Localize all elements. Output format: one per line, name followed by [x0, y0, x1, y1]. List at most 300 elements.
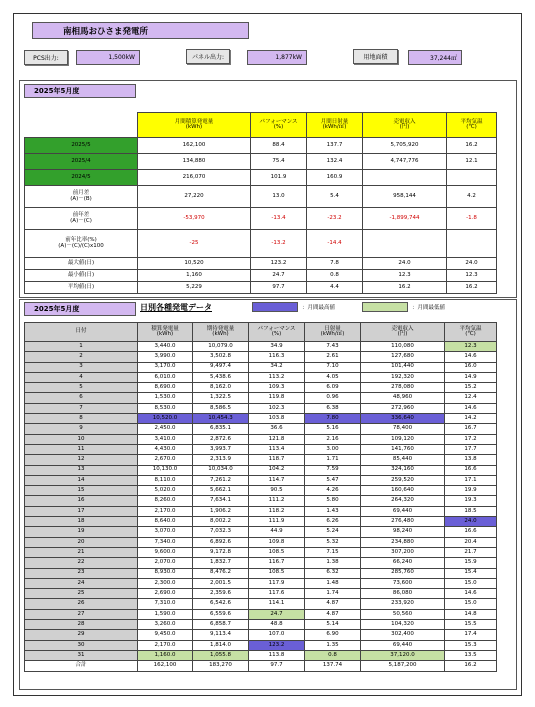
monthly-diff-cell: 4.2	[447, 186, 497, 208]
daily-cell: 103.8	[249, 414, 305, 424]
monthly-diff-cell: 13.0	[251, 186, 307, 208]
monthly-cell	[363, 170, 447, 186]
daily-row	[25, 424, 497, 434]
daily-cell: 118.7	[249, 455, 305, 465]
monthly-diff-cell: -1,899,744	[363, 208, 447, 230]
plant-title: 南相馬おひさま発電所	[32, 22, 249, 39]
daily-cell: 21.7	[445, 547, 497, 557]
land-area-label: 用地面積	[353, 49, 398, 64]
daily-row	[25, 342, 497, 352]
daily-cell: 16.6	[445, 465, 497, 475]
daily-date-cell: 8	[25, 414, 138, 424]
monthly-cell: 134,880	[138, 154, 251, 170]
monthly-diff-row	[25, 186, 497, 208]
daily-cell: 7.80	[305, 414, 361, 424]
daily-row	[25, 527, 497, 537]
daily-cell: 4.87	[305, 599, 361, 609]
daily-cell: 1.35	[305, 640, 361, 650]
daily-cell: 7.15	[305, 547, 361, 557]
daily-cell: 1,814.0	[193, 640, 249, 650]
daily-date-cell: 4	[25, 372, 138, 382]
monthly-stat-cell: 12.3	[363, 270, 447, 282]
monthly-diff-cell: -13.4	[251, 208, 307, 230]
daily-cell: 7.59	[305, 465, 361, 475]
daily-date-cell: 22	[25, 558, 138, 568]
daily-cell: 1,906.2	[193, 506, 249, 516]
monthly-stat-cell: 4.4	[307, 282, 363, 294]
daily-date-cell: 24	[25, 578, 138, 588]
daily-cell: 8,586.5	[193, 403, 249, 413]
daily-cell: 285,760	[361, 568, 445, 578]
daily-cell: 2.61	[305, 352, 361, 362]
daily-cell: 15.3	[445, 640, 497, 650]
legend-min-label: ：月間最低値	[412, 305, 446, 311]
daily-cell: 116.7	[249, 558, 305, 568]
daily-cell: 2,300.0	[138, 578, 193, 588]
legend-max-swatch	[252, 302, 298, 312]
daily-cell: 14.6	[445, 352, 497, 362]
daily-cell: 6.90	[305, 630, 361, 640]
daily-cell: 1,322.5	[193, 393, 249, 403]
monthly-row-label: 2025/5	[25, 138, 138, 154]
daily-row	[25, 640, 497, 650]
daily-cell: 117.6	[249, 589, 305, 599]
daily-total-cell: 137.74	[305, 661, 361, 671]
pcs-output-label: PCS出力:	[24, 50, 68, 65]
daily-cell: 85,440	[361, 455, 445, 465]
daily-cell: 9,497.4	[193, 362, 249, 372]
daily-row	[25, 589, 497, 599]
daily-cell: 5,662.1	[193, 486, 249, 496]
daily-row	[25, 465, 497, 475]
daily-subtitle: 日別各種発電データ	[140, 303, 212, 312]
monthly-col-header: 売電収入 (円)	[363, 113, 447, 138]
daily-total-cell: 16.2	[445, 661, 497, 671]
daily-cell: 6,559.6	[193, 609, 249, 619]
daily-cell: 19.3	[445, 496, 497, 506]
daily-cell: 37,120.0	[361, 650, 445, 660]
daily-cell: 111.2	[249, 496, 305, 506]
daily-cell: 8,930.0	[138, 568, 193, 578]
daily-cell: 8,530.0	[138, 403, 193, 413]
daily-cell: 6.32	[305, 568, 361, 578]
daily-cell: 109.8	[249, 537, 305, 547]
daily-cell: 2,670.0	[138, 455, 193, 465]
daily-cell: 3,990.0	[138, 352, 193, 362]
daily-cell: 17.1	[445, 475, 497, 485]
daily-cell: 1.48	[305, 578, 361, 588]
daily-cell: 3,410.0	[138, 434, 193, 444]
daily-cell: 118.2	[249, 506, 305, 516]
daily-cell: 160,640	[361, 486, 445, 496]
daily-row	[25, 650, 497, 660]
daily-cell: 50,560	[361, 609, 445, 619]
daily-cell: 73,600	[361, 578, 445, 588]
daily-cell: 3,502.8	[193, 352, 249, 362]
daily-cell: 101,440	[361, 362, 445, 372]
daily-cell: 69,440	[361, 506, 445, 516]
monthly-summary-table	[24, 112, 497, 294]
daily-cell: 7,310.0	[138, 599, 193, 609]
daily-cell: 109.3	[249, 383, 305, 393]
daily-date-cell: 3	[25, 362, 138, 372]
monthly-diff-cell: -53,970	[138, 208, 251, 230]
daily-date-cell: 11	[25, 444, 138, 454]
pcs-output-value: 1,500kW	[76, 50, 140, 65]
daily-cell: 1.38	[305, 558, 361, 568]
monthly-header-row	[25, 113, 497, 138]
daily-cell: 6.38	[305, 403, 361, 413]
daily-cell: 114.1	[249, 599, 305, 609]
legend-min	[362, 302, 445, 312]
daily-row	[25, 403, 497, 413]
daily-data-table	[24, 322, 497, 672]
daily-cell: 34.2	[249, 362, 305, 372]
daily-cell: 10,079.0	[193, 342, 249, 352]
monthly-diff-label: 前年差 (A)－(C)	[25, 208, 138, 230]
daily-date-cell: 28	[25, 620, 138, 630]
monthly-diff-cell	[363, 230, 447, 258]
monthly-stat-cell: 1,160	[138, 270, 251, 282]
daily-cell: 3,993.7	[193, 444, 249, 454]
daily-cell: 259,520	[361, 475, 445, 485]
daily-row	[25, 444, 497, 454]
daily-cell: 10,034.0	[193, 465, 249, 475]
daily-date-cell: 29	[25, 630, 138, 640]
daily-cell: 12.4	[445, 393, 497, 403]
daily-col-header: パフォーマンス (%)	[249, 323, 305, 342]
daily-cell: 16.0	[445, 362, 497, 372]
daily-date-cell: 17	[25, 506, 138, 516]
daily-cell: 3,070.0	[138, 527, 193, 537]
daily-cell: 264,320	[361, 496, 445, 506]
daily-cell: 6,010.0	[138, 372, 193, 382]
monthly-stat-cell: 10,520	[138, 258, 251, 270]
daily-date-cell: 15	[25, 486, 138, 496]
daily-cell: 2,690.0	[138, 589, 193, 599]
daily-cell: 20.4	[445, 537, 497, 547]
daily-cell: 5.80	[305, 496, 361, 506]
daily-cell: 278,080	[361, 383, 445, 393]
daily-cell: 17.2	[445, 434, 497, 444]
daily-cell: 192,320	[361, 372, 445, 382]
daily-cell: 19.9	[445, 486, 497, 496]
monthly-stat-row	[25, 282, 497, 294]
daily-cell: 78,400	[361, 424, 445, 434]
daily-cell: 276,480	[361, 517, 445, 527]
daily-cell: 9,450.0	[138, 630, 193, 640]
daily-total-row	[25, 661, 497, 671]
daily-row	[25, 517, 497, 527]
monthly-stat-cell: 16.2	[363, 282, 447, 294]
monthly-stat-row	[25, 270, 497, 282]
daily-cell: 3,170.0	[138, 362, 193, 372]
daily-cell: 10,454.3	[193, 414, 249, 424]
daily-date-cell: 6	[25, 393, 138, 403]
daily-cell: 7,261.2	[193, 475, 249, 485]
monthly-stat-cell: 0.8	[307, 270, 363, 282]
daily-cell: 24.0	[445, 517, 497, 527]
monthly-row	[25, 170, 497, 186]
daily-cell: 90.5	[249, 486, 305, 496]
daily-row	[25, 630, 497, 640]
daily-cell: 119.8	[249, 393, 305, 403]
monthly-diff-row	[25, 230, 497, 258]
daily-row	[25, 486, 497, 496]
daily-cell: 104,320	[361, 620, 445, 630]
daily-cell: 1,055.8	[193, 650, 249, 660]
monthly-stat-cell: 24.0	[363, 258, 447, 270]
daily-cell: 2,872.6	[193, 434, 249, 444]
daily-row	[25, 475, 497, 485]
daily-date-cell: 2	[25, 352, 138, 362]
daily-cell: 13.8	[445, 455, 497, 465]
daily-cell: 123.2	[249, 640, 305, 650]
daily-cell: 10,520.0	[138, 414, 193, 424]
daily-cell: 2,070.0	[138, 558, 193, 568]
monthly-stat-label: 平均値(日)	[25, 282, 138, 294]
daily-col-header: 平均気温 (℃)	[445, 323, 497, 342]
monthly-diff-cell: 958,144	[363, 186, 447, 208]
monthly-cell: 162,100	[138, 138, 251, 154]
daily-cell: 6.09	[305, 383, 361, 393]
daily-cell: 113.2	[249, 372, 305, 382]
daily-cell: 110,080	[361, 342, 445, 352]
monthly-stat-cell: 5,229	[138, 282, 251, 294]
daily-cell: 113.4	[249, 444, 305, 454]
daily-cell: 5.24	[305, 527, 361, 537]
monthly-diff-cell: -23.2	[307, 208, 363, 230]
daily-row	[25, 496, 497, 506]
daily-date-cell: 13	[25, 465, 138, 475]
daily-cell: 14.9	[445, 372, 497, 382]
daily-row	[25, 352, 497, 362]
daily-cell: 302,400	[361, 630, 445, 640]
daily-cell: 98,240	[361, 527, 445, 537]
daily-cell: 3,260.0	[138, 620, 193, 630]
daily-cell: 18.5	[445, 506, 497, 516]
monthly-cell	[447, 170, 497, 186]
daily-cell: 13.5	[445, 650, 497, 660]
daily-cell: 1,832.7	[193, 558, 249, 568]
daily-row	[25, 383, 497, 393]
daily-cell: 6.26	[305, 517, 361, 527]
daily-cell: 1.74	[305, 589, 361, 599]
daily-cell: 9,600.0	[138, 547, 193, 557]
monthly-cell: 4,747,776	[363, 154, 447, 170]
daily-cell: 6,542.6	[193, 599, 249, 609]
daily-cell: 1.43	[305, 506, 361, 516]
daily-total-cell: 5,187,200	[361, 661, 445, 671]
daily-cell: 1.71	[305, 455, 361, 465]
daily-row	[25, 620, 497, 630]
daily-date-cell: 23	[25, 568, 138, 578]
daily-cell: 3.00	[305, 444, 361, 454]
daily-cell: 15.0	[445, 599, 497, 609]
daily-cell: 111.9	[249, 517, 305, 527]
daily-row	[25, 537, 497, 547]
daily-cell: 7.43	[305, 342, 361, 352]
monthly-diff-label: 前年比率(%) (A)－(C)/(C)x100	[25, 230, 138, 258]
daily-cell: 1,590.0	[138, 609, 193, 619]
daily-row	[25, 393, 497, 403]
daily-cell: 48,960	[361, 393, 445, 403]
daily-cell: 336,640	[361, 414, 445, 424]
land-area-value: 37,244㎡	[408, 50, 462, 65]
monthly-cell: 137.7	[307, 138, 363, 154]
daily-cell: 17.7	[445, 444, 497, 454]
daily-date-cell: 10	[25, 434, 138, 444]
daily-cell: 117.9	[249, 578, 305, 588]
daily-cell: 5.14	[305, 620, 361, 630]
monthly-row-label: 2024/5	[25, 170, 138, 186]
panel-output-value: 1,877kW	[247, 50, 307, 65]
monthly-stat-row	[25, 258, 497, 270]
daily-cell: 3,440.0	[138, 342, 193, 352]
daily-cell: 9,113.4	[193, 630, 249, 640]
monthly-cell: 16.2	[447, 138, 497, 154]
daily-col-header: 期待発電量 (kWh)	[193, 323, 249, 342]
daily-cell: 24.7	[249, 609, 305, 619]
daily-cell: 108.5	[249, 547, 305, 557]
daily-cell: 0.96	[305, 393, 361, 403]
daily-cell: 86,080	[361, 589, 445, 599]
daily-total-cell: 合計	[25, 661, 138, 671]
monthly-cell: 101.9	[251, 170, 307, 186]
daily-cell: 4.05	[305, 372, 361, 382]
daily-cell: 5,020.0	[138, 486, 193, 496]
monthly-cell: 12.1	[447, 154, 497, 170]
monthly-cell: 88.4	[251, 138, 307, 154]
daily-date-cell: 20	[25, 537, 138, 547]
daily-cell: 8,162.0	[193, 383, 249, 393]
monthly-stat-cell: 97.7	[251, 282, 307, 294]
daily-cell: 4.26	[305, 486, 361, 496]
daily-cell: 5.47	[305, 475, 361, 485]
daily-cell: 1,530.0	[138, 393, 193, 403]
daily-date-cell: 14	[25, 475, 138, 485]
daily-cell: 8,002.2	[193, 517, 249, 527]
monthly-diff-cell: -25	[138, 230, 251, 258]
monthly-stat-cell: 7.8	[307, 258, 363, 270]
daily-cell: 15.4	[445, 568, 497, 578]
daily-row	[25, 609, 497, 619]
legend-max-label: ：月間最高値	[302, 305, 336, 311]
monthly-cell: 216,070	[138, 170, 251, 186]
daily-cell: 1,160.0	[138, 650, 193, 660]
daily-date-cell: 12	[25, 455, 138, 465]
daily-row	[25, 414, 497, 424]
daily-cell: 5.32	[305, 537, 361, 547]
monthly-col-header: 月間日射量 (kWh/㎡)	[307, 113, 363, 138]
daily-cell: 2,001.5	[193, 578, 249, 588]
monthly-diff-row	[25, 208, 497, 230]
monthly-diff-cell: -1.8	[447, 208, 497, 230]
daily-cell: 2,170.0	[138, 640, 193, 650]
daily-total-cell: 183,270	[193, 661, 249, 671]
daily-cell: 6,892.6	[193, 537, 249, 547]
daily-col-header: 積算発電量 (kWh)	[138, 323, 193, 342]
daily-col-header: 日付	[25, 323, 138, 342]
daily-cell: 8,260.0	[138, 496, 193, 506]
daily-date-cell: 27	[25, 609, 138, 619]
daily-row	[25, 455, 497, 465]
daily-cell: 14.2	[445, 414, 497, 424]
daily-cell: 14.6	[445, 403, 497, 413]
daily-cell: 15.0	[445, 578, 497, 588]
daily-cell: 307,200	[361, 547, 445, 557]
monthly-stat-label: 最大値(日)	[25, 258, 138, 270]
daily-row	[25, 578, 497, 588]
monthly-cell: 132.4	[307, 154, 363, 170]
monthly-diff-label: 前月差 (A)－(B)	[25, 186, 138, 208]
daily-cell: 2,450.0	[138, 424, 193, 434]
legend-max	[252, 302, 335, 312]
monthly-col-header	[25, 113, 138, 138]
monthly-cell: 160.9	[307, 170, 363, 186]
monthly-stat-cell: 24.7	[251, 270, 307, 282]
monthly-col-header: 月間積算発電量 (kWh)	[138, 113, 251, 138]
daily-cell: 4,430.0	[138, 444, 193, 454]
daily-cell: 233,920	[361, 599, 445, 609]
daily-cell: 69,440	[361, 640, 445, 650]
monthly-diff-cell: -14.4	[307, 230, 363, 258]
daily-cell: 7,340.0	[138, 537, 193, 547]
daily-total-cell: 162,100	[138, 661, 193, 671]
daily-cell: 5.16	[305, 424, 361, 434]
daily-cell: 66,240	[361, 558, 445, 568]
daily-cell: 36.6	[249, 424, 305, 434]
monthly-stat-cell: 16.2	[447, 282, 497, 294]
daily-date-cell: 21	[25, 547, 138, 557]
daily-cell: 4.87	[305, 609, 361, 619]
monthly-stat-label: 最小値(日)	[25, 270, 138, 282]
daily-cell: 12.3	[445, 342, 497, 352]
daily-row	[25, 506, 497, 516]
daily-cell: 109,120	[361, 434, 445, 444]
monthly-stat-cell: 12.3	[447, 270, 497, 282]
monthly-row	[25, 154, 497, 170]
daily-cell: 127,680	[361, 352, 445, 362]
daily-cell: 7.10	[305, 362, 361, 372]
daily-cell: 15.2	[445, 383, 497, 393]
daily-cell: 7,032.3	[193, 527, 249, 537]
daily-cell: 114.7	[249, 475, 305, 485]
daily-cell: 8,640.0	[138, 517, 193, 527]
daily-cell: 15.9	[445, 558, 497, 568]
daily-cell: 121.8	[249, 434, 305, 444]
monthly-cell: 75.4	[251, 154, 307, 170]
daily-cell: 6,835.1	[193, 424, 249, 434]
daily-date-cell: 26	[25, 599, 138, 609]
monthly-col-header: パフォーマンス (%)	[251, 113, 307, 138]
daily-cell: 2,359.6	[193, 589, 249, 599]
daily-row	[25, 568, 497, 578]
daily-cell: 48.8	[249, 620, 305, 630]
daily-cell: 14.6	[445, 589, 497, 599]
daily-cell: 141,760	[361, 444, 445, 454]
monthly-diff-cell: 27,220	[138, 186, 251, 208]
daily-cell: 107.0	[249, 630, 305, 640]
daily-row	[25, 599, 497, 609]
daily-row	[25, 362, 497, 372]
daily-cell: 16.6	[445, 527, 497, 537]
daily-date-cell: 5	[25, 383, 138, 393]
daily-col-header: 日射量 (kWh/㎡)	[305, 323, 361, 342]
monthly-col-header: 平均気温 (℃)	[447, 113, 497, 138]
daily-cell: 6,858.7	[193, 620, 249, 630]
daily-cell: 10,130.0	[138, 465, 193, 475]
